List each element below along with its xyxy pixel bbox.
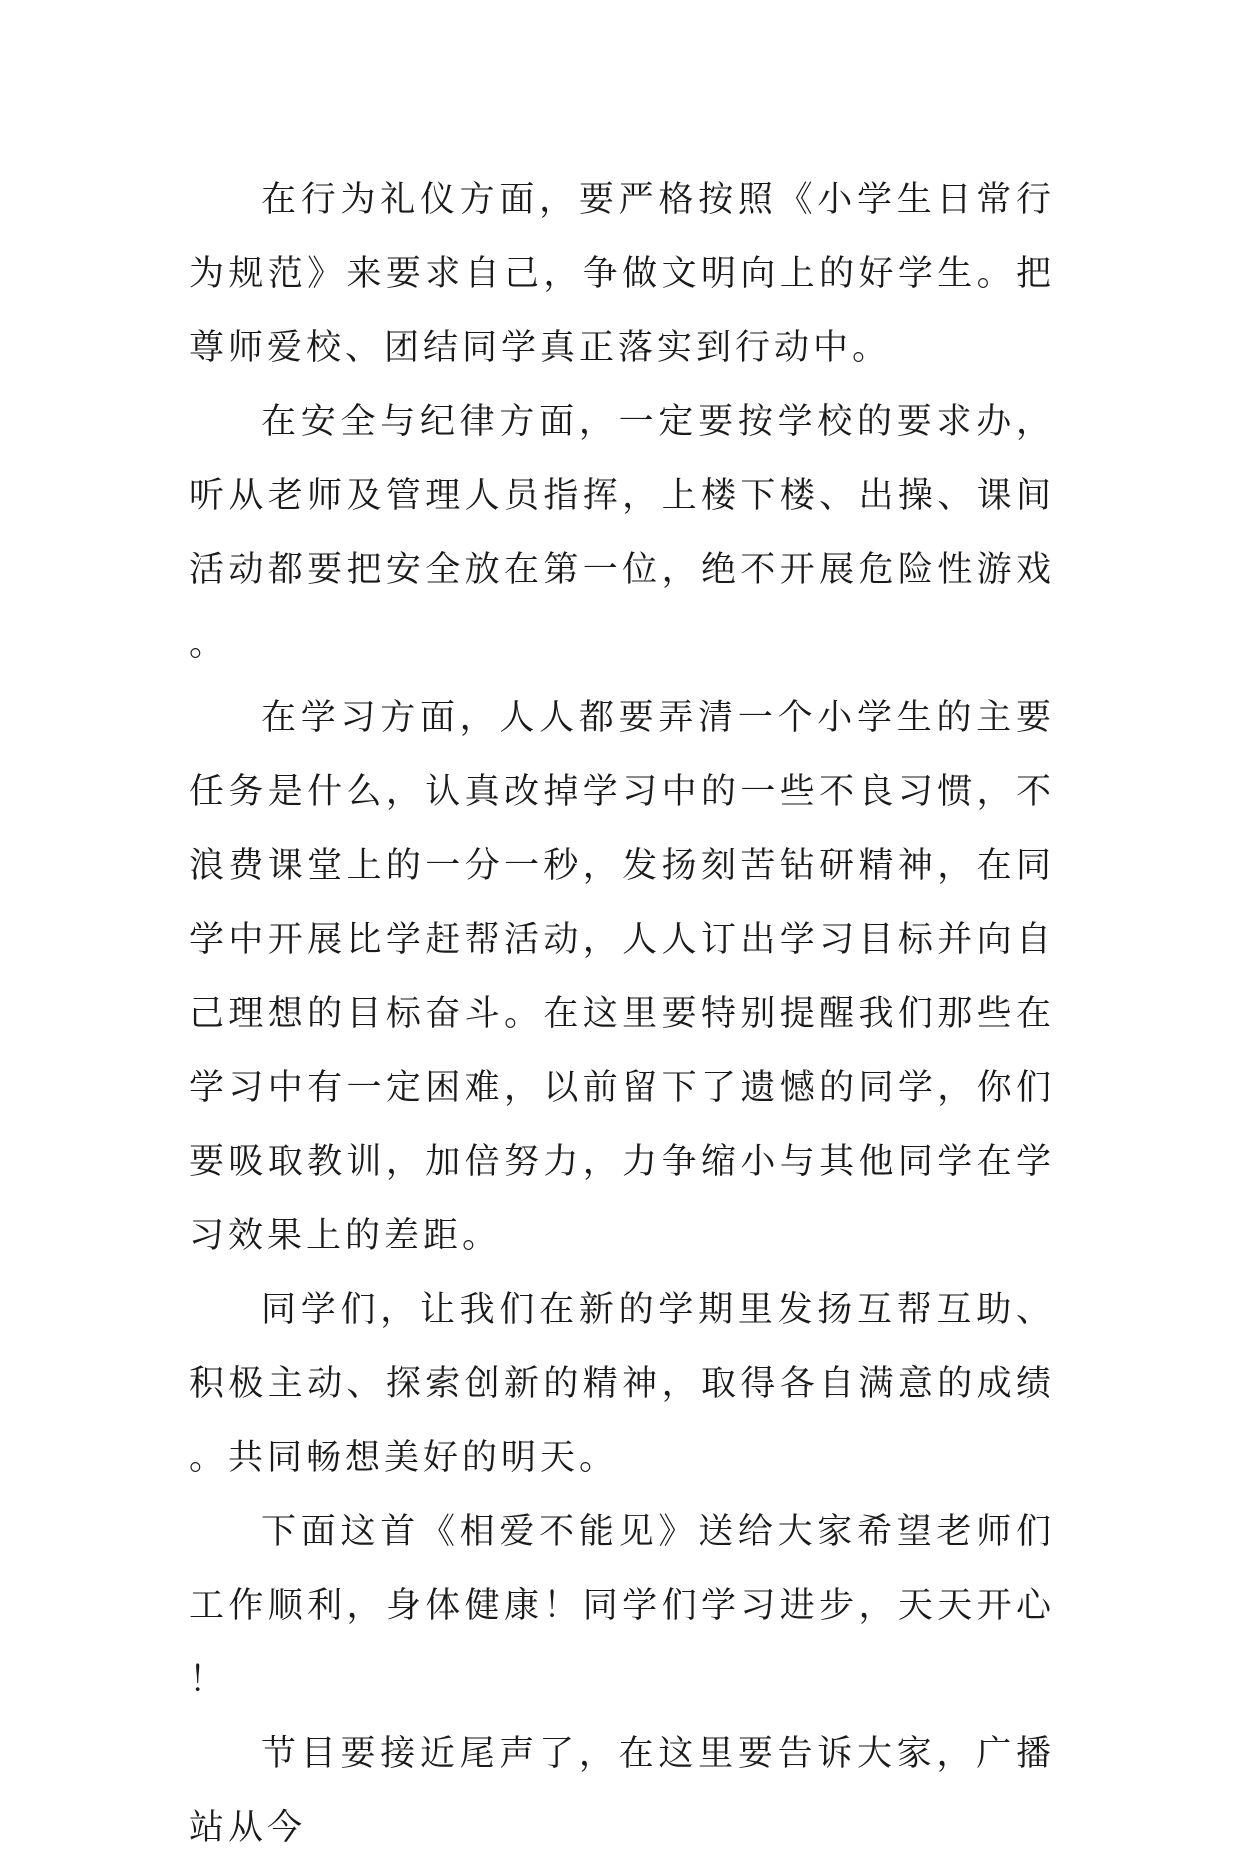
paragraph-safety-discipline: 在安全与纪律方面，一定要按学校的要求办，听从老师及管理人员指挥，上楼下楼、出操、课间活动都要把安全放在第一位，绝不开展危险性游戏。 [189,402,1055,664]
paragraph-song-dedication: 下面这首《相爱不能见》送给大家希望老师们工作顺利，身体健康！同学们学习进步，天天开心！ [189,1512,1055,1700]
paragraph-encouragement: 同学们，让我们在新的学期里发扬互帮互助、积极主动、探索创新的精神，取得各自满意的成绩。共同畅想美好的明天。 [189,1290,1055,1478]
paragraph-etiquette: 在行为礼仪方面，要严格按照《小学生日常行为规范》来要求自己，争做文明向上的好学生。把尊师爱校、团结同学真正落实到行动中。 [189,180,1055,368]
document-body [189,163,1055,1865]
paragraph-study: 在学习方面，人人都要弄清一个小学生的主要任务是什么，认真改掉学习中的一些不良习惯，不浪费课堂上的一分一秒，发扬刻苦钻研精神，在同学中开展比学赶帮活动，人人订出学习目标并向自己理想的目标奋斗。在这里要特别提醒我们那些在学习中有一定困难，以前留下了遗憾的同学，你们要吸取教训，加倍努力，力争缩小与其他同学在学习效果上的差距。 [189,698,1055,1256]
paragraph-closing: 节目要接近尾声了，在这里要告诉大家，广播站从今 [189,1734,1055,1848]
